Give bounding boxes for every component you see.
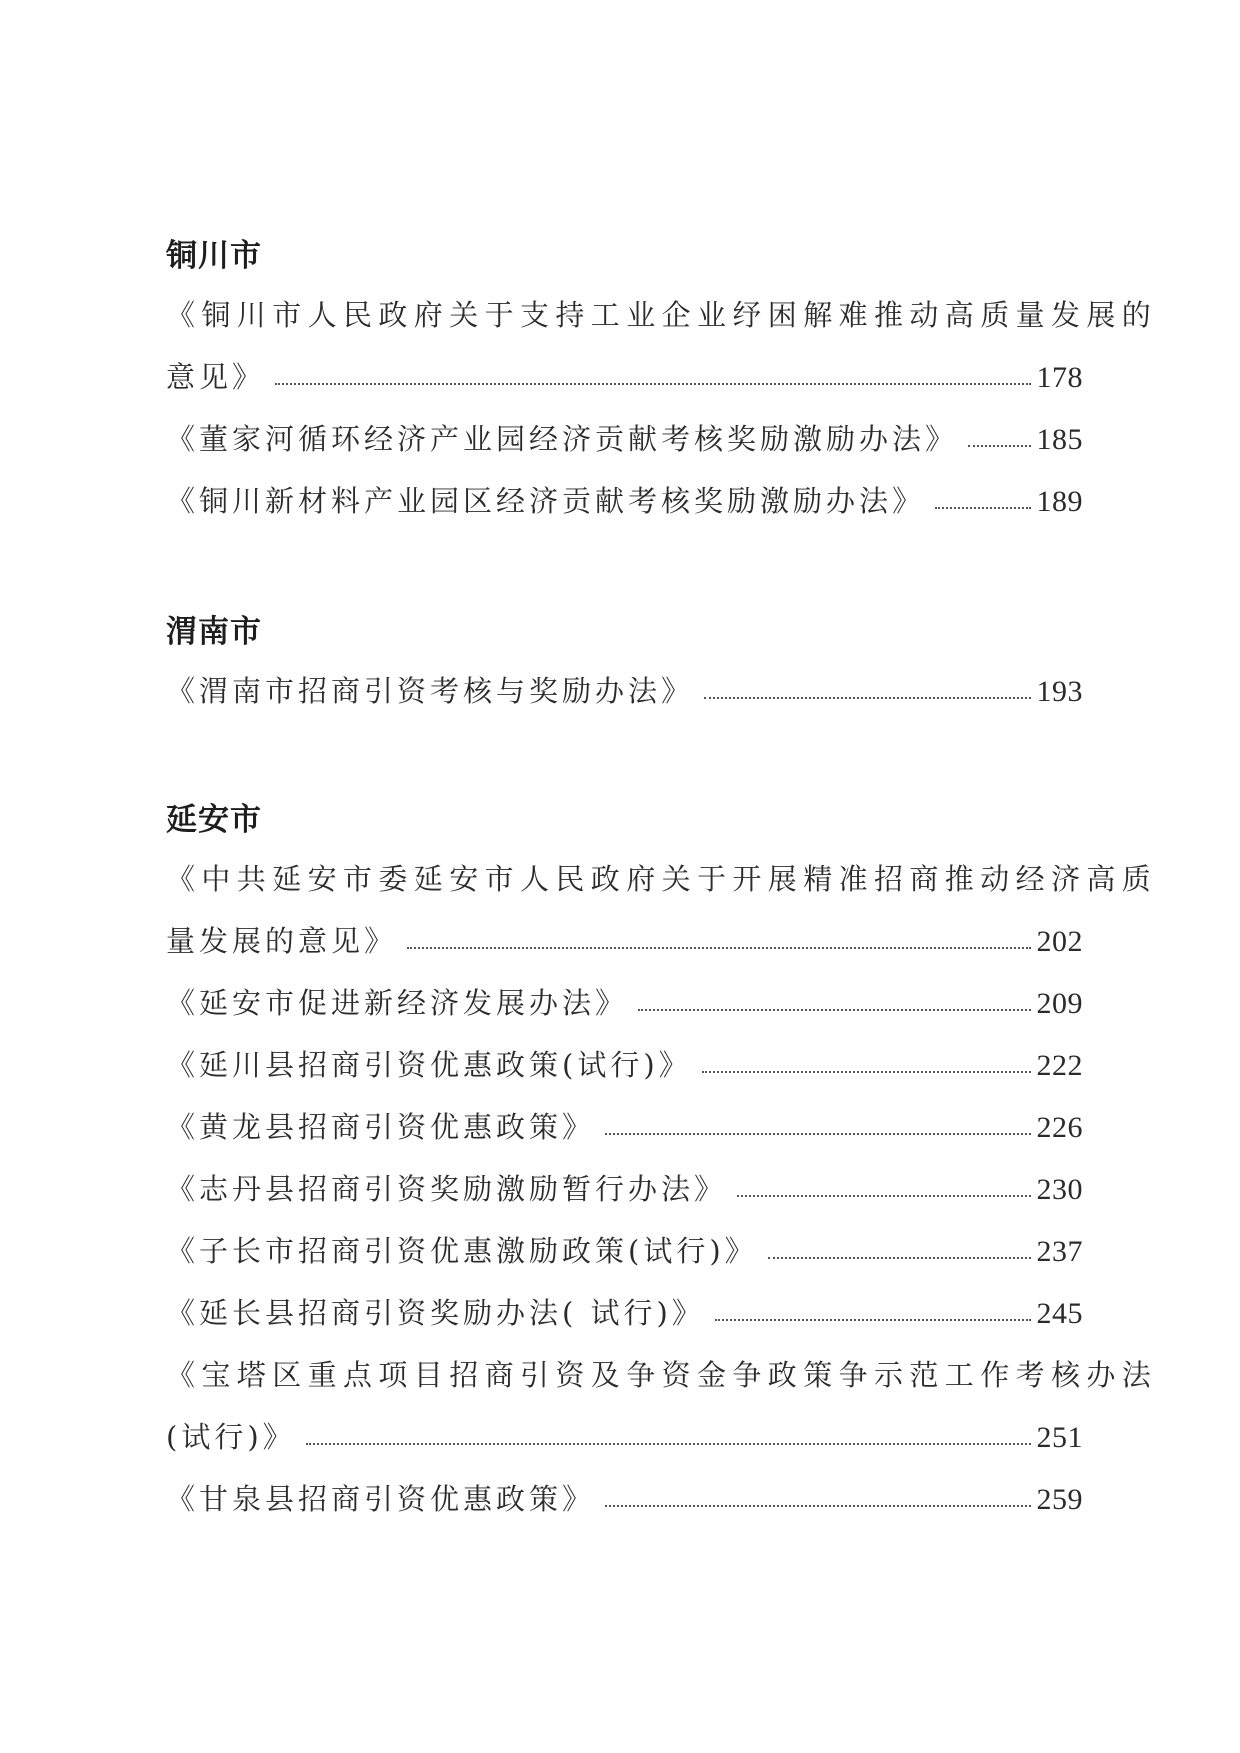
dot-leader [737, 1195, 1030, 1197]
toc-entry[interactable] [166, 1468, 1083, 1530]
entry-title: 《延川县招商引资优惠政策(试行)》 [166, 1048, 692, 1082]
toc-entry[interactable] [166, 1034, 1083, 1096]
entry-title: (试行)》 [166, 1420, 296, 1454]
section-heading: 渭南市 [166, 614, 262, 650]
entry-title: 《铜川新材料产业园区经济贡献考核奖励激励办法》 [166, 484, 926, 518]
page-number: 185 [1036, 423, 1083, 456]
page-number: 226 [1036, 1111, 1083, 1144]
page-number: 209 [1036, 987, 1083, 1020]
entry-title: 《甘泉县招商引资优惠政策》 [166, 1482, 596, 1516]
dot-leader [407, 947, 1030, 949]
toc-section-yanan [166, 792, 1158, 1530]
entry-title-line: 《中共延安市委延安市人民政府关于开展精准招商推动经济高质 [166, 862, 1158, 896]
entry-title-line: 《宝塔区重点项目招商引资及争资金争政策争示范工作考核办法 [166, 1358, 1158, 1392]
dot-leader [935, 507, 1030, 509]
toc-entry[interactable] [166, 1344, 1158, 1468]
page-number: 237 [1036, 1235, 1083, 1268]
entry-title: 量发展的意见》 [166, 924, 398, 958]
toc-entry[interactable] [166, 972, 1083, 1034]
page-number: 189 [1036, 485, 1083, 518]
dot-leader [275, 383, 1030, 385]
dot-leader [704, 697, 1030, 699]
entry-title: 《渭南市招商引资考核与奖励办法》 [166, 674, 695, 708]
section-heading: 延安市 [166, 802, 262, 838]
entry-title: 《延安市促进新经济发展办法》 [166, 986, 629, 1020]
section-heading: 铜川市 [166, 238, 262, 274]
dot-leader [638, 1009, 1030, 1011]
dot-leader [768, 1257, 1031, 1259]
toc-entry[interactable] [166, 1220, 1083, 1282]
toc-entry[interactable] [166, 284, 1158, 408]
page-number: 202 [1036, 925, 1083, 958]
entry-title: 《董家河循环经济产业园经济贡献考核奖励激励办法》 [166, 422, 959, 456]
toc-entry[interactable] [166, 848, 1158, 972]
page-number: 230 [1036, 1173, 1083, 1206]
toc-entry[interactable] [166, 1158, 1083, 1220]
entry-title: 《延长县招商引资奖励办法( 试行)》 [166, 1296, 705, 1330]
entry-title-line: 《铜川市人民政府关于支持工业企业纾困解难推动高质量发展的 [166, 298, 1158, 332]
page-number: 259 [1036, 1483, 1083, 1516]
page-number: 251 [1036, 1421, 1083, 1454]
dot-leader [605, 1133, 1030, 1135]
page-number: 178 [1036, 361, 1083, 394]
dot-leader [306, 1443, 1031, 1445]
dot-leader [702, 1071, 1031, 1073]
toc-section-weinan [166, 604, 1083, 722]
page-number: 222 [1036, 1049, 1083, 1082]
dot-leader [605, 1505, 1030, 1507]
dot-leader [968, 445, 1030, 447]
entry-title: 《子长市招商引资优惠激励政策(试行)》 [166, 1234, 758, 1268]
entry-title: 意见》 [166, 360, 266, 394]
entry-title: 《黄龙县招商引资优惠政策》 [166, 1110, 596, 1144]
toc-entry[interactable] [166, 1282, 1083, 1344]
toc-entry[interactable] [166, 1096, 1083, 1158]
entry-title: 《志丹县招商引资奖励激励暂行办法》 [166, 1172, 728, 1206]
page-number: 193 [1036, 675, 1083, 708]
toc-entry[interactable] [166, 470, 1083, 532]
toc-entry[interactable] [166, 660, 1083, 722]
toc-section-tongchuan [166, 228, 1158, 532]
dot-leader [715, 1319, 1031, 1321]
toc-entry[interactable] [166, 408, 1083, 470]
page-number: 245 [1036, 1297, 1083, 1330]
